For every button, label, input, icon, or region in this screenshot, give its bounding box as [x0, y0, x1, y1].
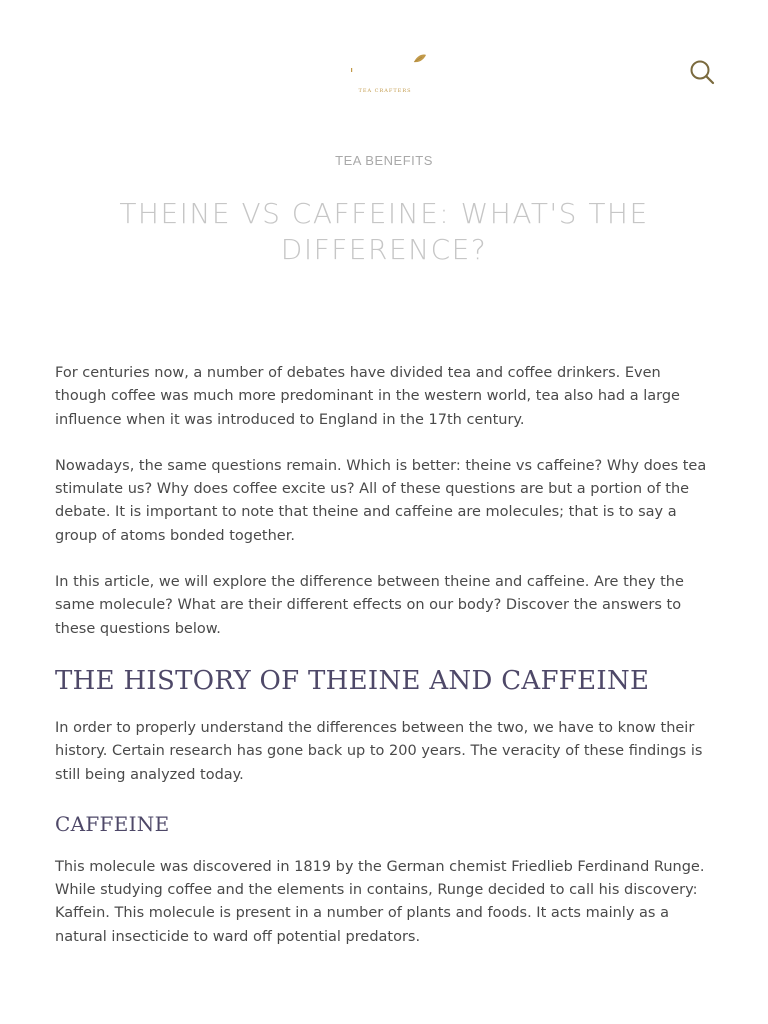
search-icon: [686, 56, 718, 88]
logo-text: TEA CRAFTERS: [358, 88, 412, 94]
intro-paragraph-3: In this article, we will explore the difference between theine and caffeine. Are they the same molecule? What are their different effects on our body? Discover the answers to these questions below.: [55, 574, 684, 637]
history-heading: THE HISTORY OF THEINE AND CAFFEINE: [55, 665, 650, 696]
caffeine-heading: CAFFEINE: [55, 811, 170, 836]
history-paragraph: In order to properly understand the differences between the two, we have to know their history. Certain research has gone back up to 200 years. The veracity of these findings is still being analyzed today.: [55, 719, 703, 783]
site-logo[interactable]: [340, 50, 430, 100]
leaf-icon: [340, 50, 430, 86]
category-link[interactable]: TEA BENEFITS: [335, 153, 433, 168]
search-button[interactable]: [686, 56, 718, 88]
caffeine-paragraph: This molecule was discovered in 1819 by the German chemist Friedlieb Ferdinand Runge. While studying coffee and the elements in contains, Runge decided to call his discovery: Kaffein. This molecule is present in a number of plants and foods. It acts mainly as a natural insecticide to ward off potential predators.: [55, 858, 705, 945]
intro-paragraph-1: For centuries now, a number of debates have divided tea and coffee drinkers. Even though coffee was much more predominant in the western world, tea also had a large influence when it was introduced to England in the 17th century.: [55, 365, 680, 428]
page-title: THEINE VS CAFFEINE: WHAT'S THE DIFFERENCE?: [119, 197, 649, 266]
article-body: [55, 362, 715, 972]
site-header: [0, 0, 768, 120]
intro-paragraph-2: Nowadays, the same questions remain. Which is better: theine vs caffeine? Why does tea stimulate us? Why does coffee excite us? All of these questions are but a portion of the debate. It is important to note that theine and caffeine are molecules; that is to say a group of atoms bonded together.: [55, 457, 707, 544]
